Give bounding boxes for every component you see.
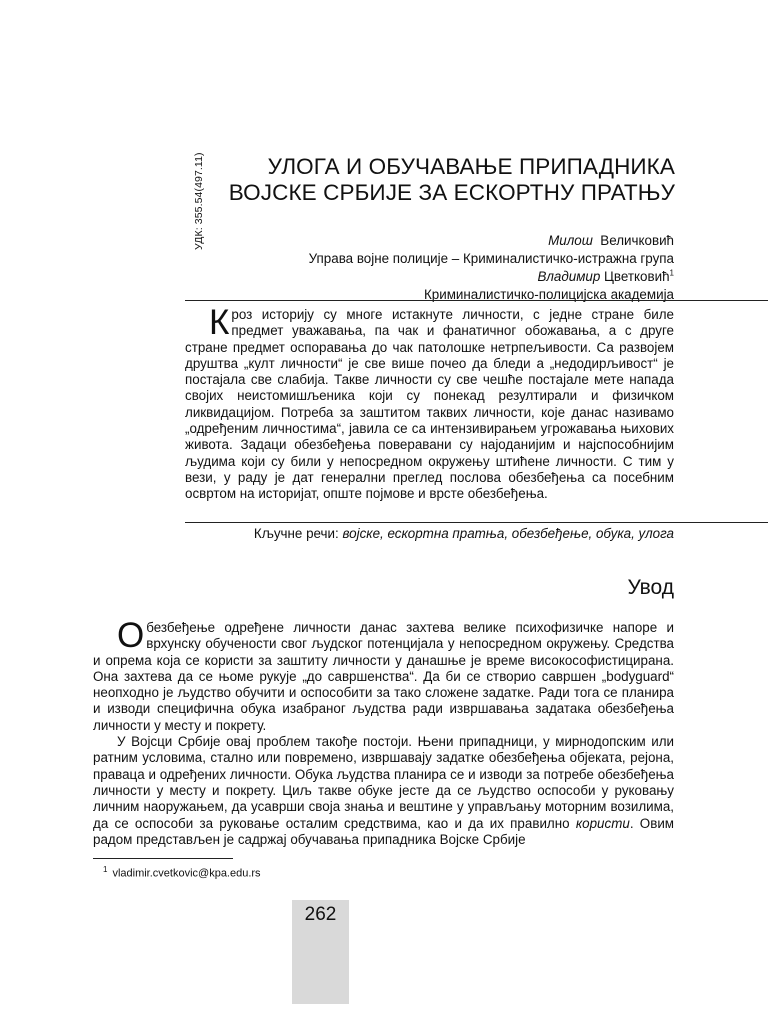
footnote-mark: 1 (103, 865, 108, 874)
author-1 (200, 232, 674, 250)
author-2 (200, 268, 674, 286)
author-block (200, 232, 674, 304)
udc-code: УДК: 355.54(497.11) (193, 152, 205, 250)
section-heading: Увод (627, 576, 674, 599)
body-text (93, 616, 675, 848)
author-1-affiliation: Управа војне полиције – Криминалистичко-истражна група (308, 251, 674, 266)
keywords (185, 526, 674, 541)
footnote-rule (93, 858, 233, 859)
author-2-last-name: Цветковић (604, 269, 670, 284)
body-paragraph-2-tail: . Овим радом представљен је садржај обучавања припадника Војске Србије (93, 815, 675, 847)
abstract (185, 303, 674, 503)
author-2-footnote-mark: 1 (669, 268, 674, 278)
title-line-2: ВОЈСКЕ СРБИЈЕ ЗА ЕСКОРТНУ ПРАТЊУ (228, 180, 675, 205)
page-number: 262 (304, 904, 337, 925)
body-paragraph-2-text: У Војсци Србије овај проблем такође постоји. Њени припадници, у мирнодопским или ратним условима, стално или повремено, извршавају задатке обезбеђења објеката, рејона, праваца и одређених личности. Обука људства планира се и изводи за потребе обезбеђења личности у месту и покрету. Циљ такве обуке јесте да се људство оспособи у руковању личним наоружањем, да усаврши своја знања и вештине у управљању моторним возилима, да се оспособи за руковање осталим средствима, као и да их правилно (93, 734, 674, 831)
body-paragraph-2 (93, 734, 674, 848)
author-2-affiliation: Криминалистичко-полицијска академија (423, 287, 674, 302)
footnote-email: vladimir.cvetkovic@kpa.edu.rs (112, 867, 261, 880)
author-1-last-name: Величковић (600, 233, 674, 248)
author-1-first-name: Милош (548, 233, 593, 248)
keywords-terms: војске, ескортна пратња, обезбеђење, обука, улога (342, 526, 674, 541)
abstract-top-rule (185, 300, 768, 301)
footnote (103, 865, 261, 880)
abstract-dropcap: К (209, 303, 230, 342)
body-paragraph-1 (93, 616, 674, 734)
body-paragraph-2-italic: користи (575, 815, 630, 831)
author-2-first-name: Владимир (537, 269, 601, 284)
keywords-label: Кључне речи: (253, 526, 339, 541)
body-dropcap: О (117, 616, 145, 655)
title-line-1: УЛОГА И ОБУЧАВАЊЕ ПРИПАДНИКА (267, 154, 675, 179)
body-paragraph-1-text: безбеђење одређене личности данас захтева велике психофизичке напоре и врхунску обучености свог људског потенцијала у непосредном окружењу. Средства и опрема која се користи за заштиту личности у данашње је време високософистицирана. Она захтева да се њоме рукује „до савршенства“. Да би се створио савршен „bodyguard“ неопходно је људство обучити и оспособити за тако сложене задатке. Ради тога се планира и изводи специфична обука изабраног људства ради извршавања задатака обезбеђења личности у месту и покрету. (93, 620, 674, 733)
abstract-bottom-rule (185, 522, 768, 523)
abstract-text: роз историју су многе истакнуте личности, с једне стране биле предмет уважавања, па чак и фанатичног обожавања, а с друге стране предмет оспоравања до чак патолошке нетрпељивости. Са развојем друштва „култ личности“ је све више почео да бледи а „недодирљивост“ је постајала све слабија. Такве личности су све чешће постајале мете напада својих неистомишљеника који су понекад резултирали и физичком ликвидацијом. Потреба за заштитом таквих личности, које данас називамо „одређеним личностима“, јавила се са интензивирањем угрожавања њихових живота. Задаци обезбеђења поверавани су најоданијим и најспособнијим људима који су били у непосредном окружењу штићене личности. С тим у вези, у раду је дат генерални преглед послова обезбеђења са посебним освртом на историјат, опште појмове и врсте обезбеђења. (185, 307, 674, 502)
paper-title (215, 154, 675, 206)
